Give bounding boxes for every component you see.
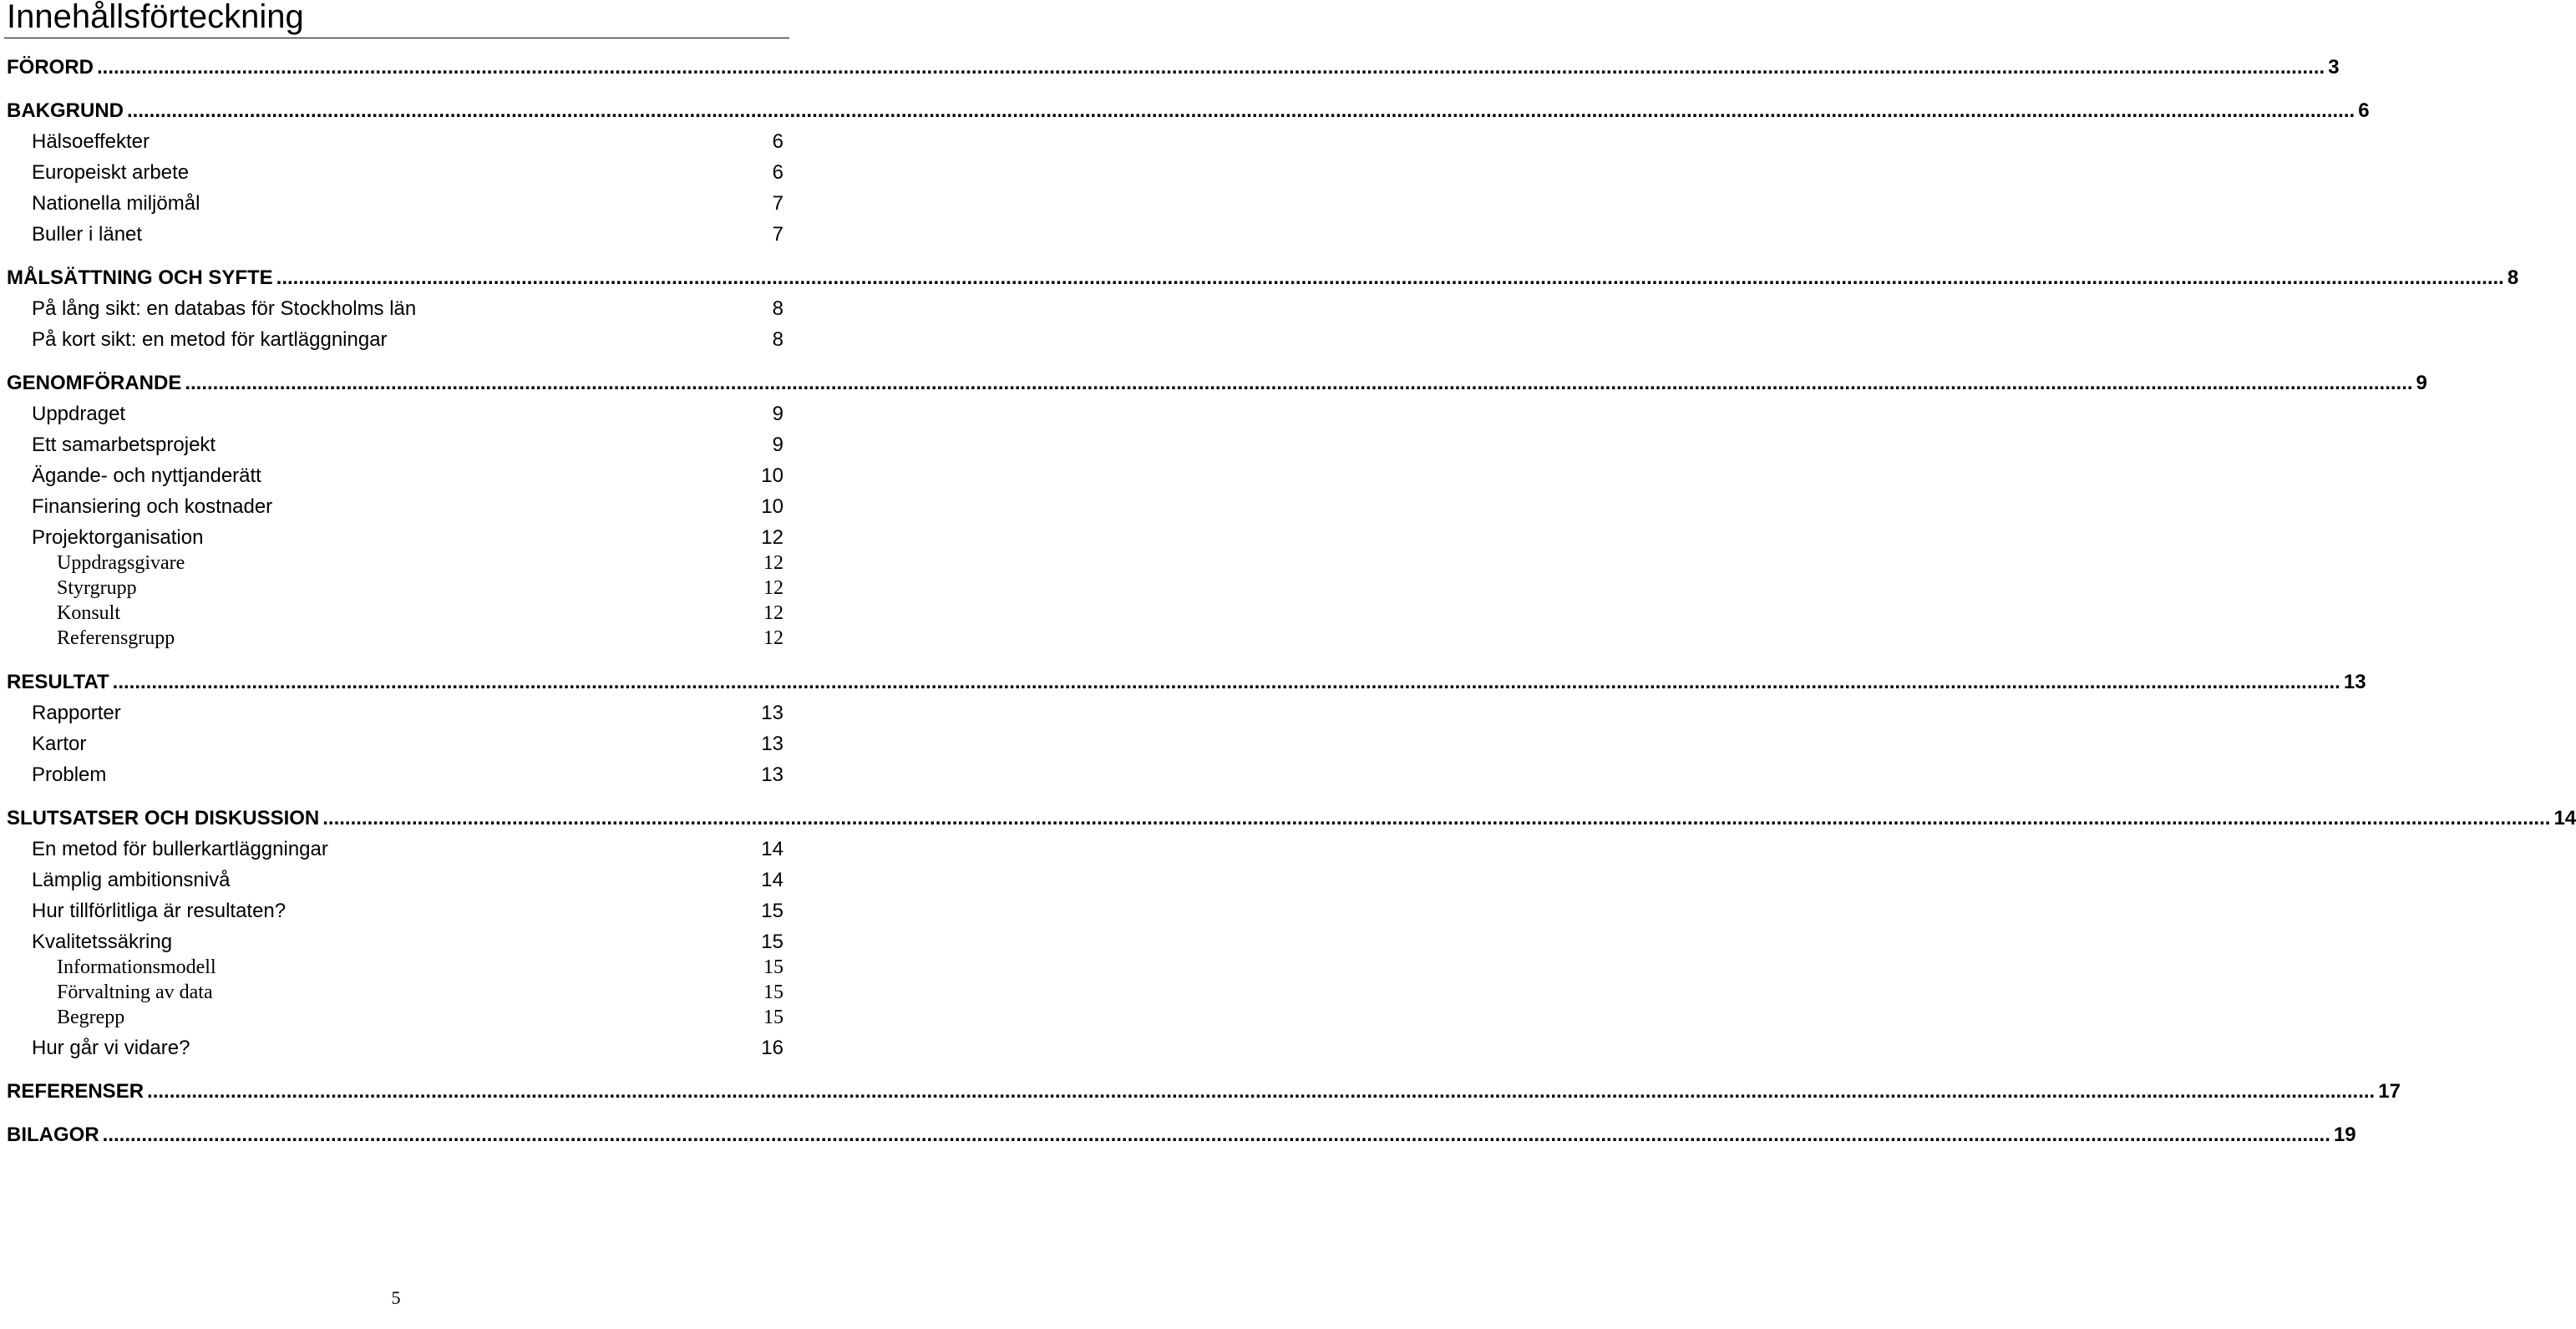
dot-leader: ................................................................................................................................................................................................................................................................................................................................................................................................................ [185,372,2413,394]
toc-entry[interactable] [32,763,783,788]
dot-leader: ................................................................................................................................................................................................................................................................................................................................................................................................................ [102,1124,2330,1146]
toc-entry-page-number: 16 [761,1037,783,1059]
toc-entry-page-number: 15 [763,982,783,1003]
toc-entry-label: Förvaltning av data [57,982,213,1003]
toc-entry[interactable] [7,1123,2356,1148]
toc-entry-label: Referensgrupp [57,627,175,649]
toc-entry[interactable] [32,1036,783,1061]
toc-entry-page-number: 19 [2333,1124,2356,1146]
toc-entry-page-number: 17 [2378,1080,2401,1103]
toc-entry-page-number: 12 [763,552,783,574]
toc-entry-label: RESULTAT [7,671,109,693]
toc-entry-page-number: 6 [772,130,783,153]
toc-entry-page-number: 3 [2328,56,2340,79]
toc-entry[interactable] [32,525,783,550]
toc-entry-label: Rapporter [32,702,121,724]
toc-entry[interactable] [57,576,783,600]
toc-entry[interactable] [57,1006,783,1029]
page-number: 5 [391,1287,401,1308]
toc-entry-label: Begrepp [57,1007,125,1028]
toc-entry[interactable] [32,930,783,955]
toc-entry-page-number: 12 [761,526,783,549]
toc-entry[interactable] [57,626,783,650]
toc-entry[interactable] [32,732,783,757]
toc-entry[interactable] [57,981,783,1004]
toc-entry-page-number: 8 [2507,266,2519,289]
toc-entry[interactable] [7,99,2370,124]
dot-leader: ................................................................................................................................................................................................................................................................................................................................................................................................................ [97,56,2325,79]
toc-entry[interactable] [7,371,2427,396]
toc-entry-page-number: 10 [761,464,783,487]
toc-entry-page-number: 14 [761,838,783,860]
toc-entry-label: Problem [32,763,107,786]
toc-entry-page-number: 7 [772,223,783,246]
toc-entry-page-number: 12 [763,577,783,599]
toc-entry-page-number: 6 [772,161,783,184]
toc-entry[interactable] [32,222,783,247]
dot-leader: ................................................................................................................................................................................................................................................................................................................................................................................................................ [112,671,2340,693]
toc-entry[interactable] [32,129,783,155]
toc-entry-page-number: 10 [761,495,783,518]
toc-entry-label: MÅLSÄTTNING OCH SYFTE [7,266,273,289]
toc-entry-page-number: 14 [2553,807,2576,829]
toc-entry[interactable] [32,191,783,216]
toc-entry[interactable] [7,806,2576,831]
toc-entry-label: Konsult [57,602,121,624]
toc-entry-page-number: 12 [763,602,783,624]
toc-entry[interactable] [32,464,783,489]
toc-entry-page-number: 15 [761,900,783,922]
toc-entry-label: Kvalitetssäkring [32,931,173,953]
toc-entry-label: Hälsoeffekter [32,130,150,153]
toc-entry[interactable] [32,160,783,185]
toc-entry-page-number: 8 [772,328,783,351]
toc-entry[interactable] [32,327,783,353]
toc-entry[interactable] [57,601,783,625]
toc-entry[interactable] [7,670,2366,695]
toc-entry[interactable] [57,956,783,979]
toc-entry[interactable] [32,868,783,893]
toc-entry-page-number: 8 [772,297,783,320]
toc-entry-page-number: 13 [2343,671,2366,693]
toc-entry-label: Hur tillförlitliga är resultaten? [32,900,287,922]
dot-leader: ................................................................................................................................................................................................................................................................................................................................................................................................................ [147,1080,2376,1103]
toc-entry-page-number: 13 [761,733,783,755]
toc-entry[interactable] [57,551,783,575]
toc-entry[interactable] [32,297,783,322]
toc-entry-page-number: 15 [763,956,783,978]
dot-leader: ................................................................................................................................................................................................................................................................................................................................................................................................................ [322,807,2551,829]
toc-entry-page-number: 13 [761,763,783,786]
toc-entry[interactable] [7,1079,2401,1104]
toc-entry-label: FÖRORD [7,56,94,79]
toc-entry[interactable] [32,701,783,726]
toc-entry-label: Lämplig ambitionsnivå [32,869,231,891]
toc-entry-page-number: 6 [2358,99,2370,122]
dot-leader: ................................................................................................................................................................................................................................................................................................................................................................................................................ [276,266,2504,289]
toc-entry-page-number: 9 [772,403,783,425]
toc-entry-label: Europeiskt arbete [32,161,190,184]
toc-entry[interactable] [7,266,2519,291]
toc-entry-page-number: 15 [763,1007,783,1028]
toc-entry-label: Finansiering och kostnader [32,495,273,518]
toc-entry-label: SLUTSATSER OCH DISKUSSION [7,807,320,829]
toc-entry[interactable] [32,402,783,427]
toc-entry[interactable] [32,433,783,458]
toc-entry-page-number: 12 [763,627,783,649]
toc-entry-label: Uppdraget [32,403,126,425]
toc-entry-label: Informationsmodell [57,956,216,978]
toc-entry-label: Styrgrupp [57,577,137,599]
toc-entry-label: Nationella miljömål [32,192,200,215]
toc-entry[interactable] [32,899,783,924]
toc-entry-label: GENOMFÖRANDE [7,372,182,394]
page-title: Innehållsförteckning [7,0,304,35]
toc-entry-page-number: 15 [761,931,783,953]
toc-entry[interactable] [32,495,783,520]
toc-entry-page-number: 14 [761,869,783,891]
toc-entry-label: Hur går vi vidare? [32,1037,190,1059]
toc-entry-label: BAKGRUND [7,99,124,122]
toc-entry-label: En metod för bullerkartläggningar [32,838,328,860]
toc-entry-label: REFERENSER [7,1080,145,1103]
toc-entry-label: Ägande- och nyttjanderätt [32,464,261,487]
toc-entry-label: Kartor [32,733,87,755]
toc-entry-label: BILAGOR [7,1124,99,1146]
toc-entry-label: Projektorganisation [32,526,204,549]
toc-entry[interactable] [32,837,783,862]
toc-entry[interactable] [7,55,2340,80]
toc-entry-page-number: 9 [2416,372,2427,394]
toc-entry-page-number: 13 [761,702,783,724]
toc-entry-page-number: 7 [772,192,783,215]
toc-entry-page-number: 9 [772,434,783,456]
dot-leader: ................................................................................................................................................................................................................................................................................................................................................................................................................ [127,99,2355,122]
toc-entry-label: På lång sikt: en databas för Stockholms län [32,297,417,320]
toc-entry-label: Ett samarbetsprojekt [32,434,216,456]
toc-entry-label: Uppdragsgivare [57,552,185,574]
toc-entry-label: Buller i länet [32,223,143,246]
toc-entry-label: På kort sikt: en metod för kartläggningar [32,328,388,351]
